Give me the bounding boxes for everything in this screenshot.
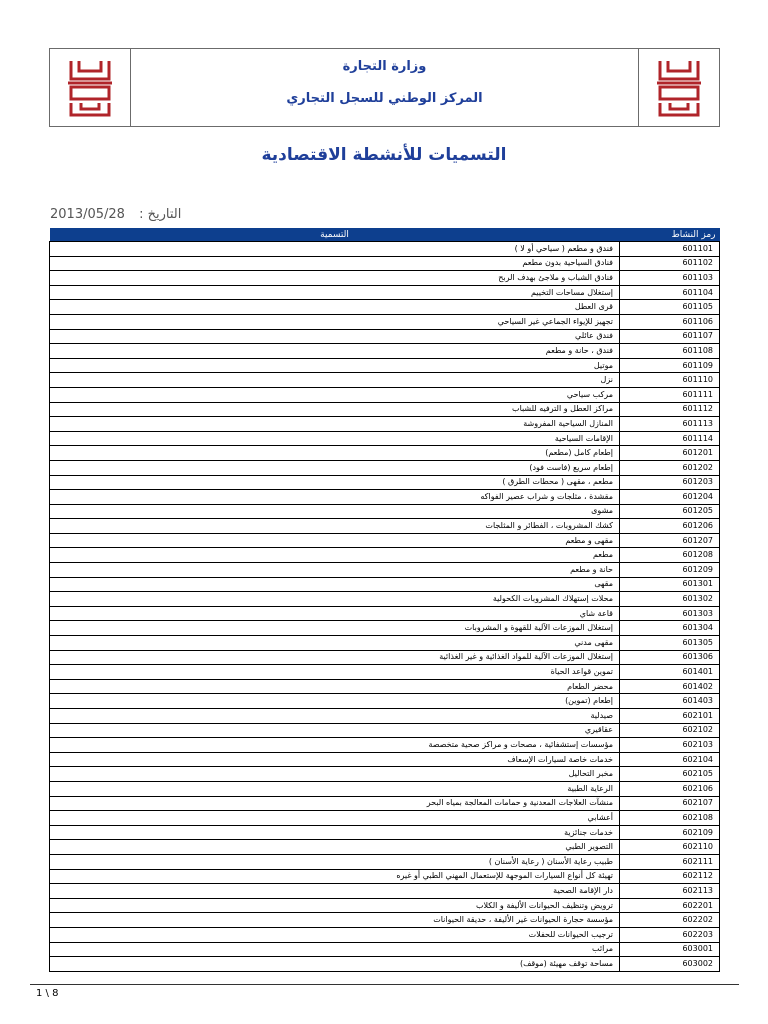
column-header-code: رمز النشاط	[620, 228, 720, 242]
activity-name-cell: موتيل	[50, 358, 620, 373]
activity-name-cell: فنادق السياحية بدون مطعم	[50, 256, 620, 271]
activity-name-cell: مطعم ، مقهى ( محطات الطرق )	[50, 475, 620, 490]
activity-code-cell: 602112	[620, 869, 720, 884]
activities-table	[49, 228, 720, 972]
activity-name-cell: حانة و مطعم	[50, 563, 620, 578]
activity-code-cell: 603001	[620, 942, 720, 957]
logo-right	[638, 49, 719, 126]
document-title: التسميات للأنشطة الاقتصادية	[261, 145, 507, 165]
activity-name-cell: مقهى مدني	[50, 636, 620, 651]
table-row	[50, 504, 720, 519]
activity-code-cell: 601108	[620, 344, 720, 359]
activity-name-cell: فندق و مطعم ( سياحي أو لا )	[50, 242, 620, 257]
activity-code-cell: 602113	[620, 884, 720, 899]
table-row	[50, 592, 720, 607]
activity-code-cell: 601111	[620, 387, 720, 402]
activity-code-cell: 601110	[620, 373, 720, 388]
activity-code-cell: 602107	[620, 796, 720, 811]
activity-name-cell: خدمات خاصة لسيارات الإسعاف	[50, 752, 620, 767]
activity-code-cell: 602110	[620, 840, 720, 855]
activity-code-cell: 601105	[620, 300, 720, 315]
date-value: 2013/05/28	[50, 207, 125, 222]
activity-name-cell: فندق ، حانة و مطعم	[50, 344, 620, 359]
table-row	[50, 256, 720, 271]
header-box	[49, 48, 720, 127]
activity-name-cell: مؤسسة حجارة الحيوانات غير الأليفة ، حديقة الحيوانات	[50, 913, 620, 928]
page-number: 1 \ 8	[36, 988, 59, 999]
table-row	[50, 387, 720, 402]
trade-register-logo-icon	[65, 57, 115, 119]
activity-code-cell: 602203	[620, 927, 720, 942]
activity-code-cell: 602108	[620, 811, 720, 826]
activity-name-cell: تموين قواعد الحياة	[50, 665, 620, 680]
activity-name-cell: محلات إستهلاك المشروبات الكحولية	[50, 592, 620, 607]
activity-name-cell: فنادق الشباب و ملاجئ بهدف الربح	[50, 271, 620, 286]
table-row	[50, 533, 720, 548]
activity-code-cell: 601103	[620, 271, 720, 286]
activity-code-cell: 601202	[620, 460, 720, 475]
activity-name-cell: المنازل السياحية المفروشة	[50, 417, 620, 432]
center-name: المركز الوطني للسجل التجاري	[286, 91, 483, 106]
activity-name-cell: مؤسسات إستشفائية ، مصحات و مراكز صحية متخصصة	[50, 738, 620, 753]
activity-name-cell: قرى العطل	[50, 300, 620, 315]
activity-code-cell: 601209	[620, 563, 720, 578]
activity-name-cell: محضر الطعام	[50, 679, 620, 694]
activity-code-cell: 602202	[620, 913, 720, 928]
table-row	[50, 344, 720, 359]
table-row	[50, 752, 720, 767]
activity-code-cell: 601208	[620, 548, 720, 563]
table-row	[50, 417, 720, 432]
table-row	[50, 548, 720, 563]
trade-register-logo-icon	[654, 57, 704, 119]
activity-code-cell: 601305	[620, 636, 720, 651]
table-header-row	[50, 228, 720, 242]
table-row	[50, 927, 720, 942]
activity-name-cell: منشآت العلاجات المعدنية و حمامات المعالجة بمياه البحر	[50, 796, 620, 811]
table-row	[50, 606, 720, 621]
table-row	[50, 665, 720, 680]
activity-name-cell: ترجيب الحيوانات للحفلات	[50, 927, 620, 942]
activity-name-cell: مراكز العطل و الترفيه للشباب	[50, 402, 620, 417]
activity-code-cell: 601204	[620, 490, 720, 505]
activity-code-cell: 601113	[620, 417, 720, 432]
table-row	[50, 942, 720, 957]
activity-code-cell: 601306	[620, 650, 720, 665]
table-row	[50, 650, 720, 665]
table-row	[50, 957, 720, 972]
activity-name-cell: إستغلال الموزعات الآلية للمواد الغذائية و غير الغذائية	[50, 650, 620, 665]
activity-code-cell: 601102	[620, 256, 720, 271]
activity-name-cell: مطعم	[50, 548, 620, 563]
activity-name-cell: الرعاية الطبية	[50, 781, 620, 796]
table-row	[50, 636, 720, 651]
activity-code-cell: 601402	[620, 679, 720, 694]
activity-code-cell: 602201	[620, 898, 720, 913]
table-row	[50, 621, 720, 636]
footer-divider	[30, 984, 739, 985]
table-row	[50, 271, 720, 286]
header-text	[130, 49, 639, 126]
activity-code-cell: 601207	[620, 533, 720, 548]
activity-name-cell: تجهيز للإيواء الجماعي غير السياحي	[50, 314, 620, 329]
table-row	[50, 490, 720, 505]
table-row	[50, 285, 720, 300]
activity-code-cell: 601201	[620, 446, 720, 461]
column-header-name: التسمية	[50, 228, 620, 242]
activity-code-cell: 601304	[620, 621, 720, 636]
table-row	[50, 767, 720, 782]
table-row	[50, 913, 720, 928]
activity-code-cell: 601401	[620, 665, 720, 680]
activity-code-cell: 602106	[620, 781, 720, 796]
table-row	[50, 796, 720, 811]
activity-name-cell: نزل	[50, 373, 620, 388]
table-row	[50, 373, 720, 388]
table-row	[50, 854, 720, 869]
ministry-name: وزارة التجارة	[342, 59, 427, 74]
date-line	[50, 207, 181, 222]
activity-name-cell: عقاقيري	[50, 723, 620, 738]
table-row	[50, 519, 720, 534]
activity-code-cell: 602103	[620, 738, 720, 753]
activity-name-cell: مشوى	[50, 504, 620, 519]
table-row	[50, 300, 720, 315]
activity-code-cell: 602111	[620, 854, 720, 869]
activity-code-cell: 602104	[620, 752, 720, 767]
activity-name-cell: إطعام سريع (فاست فود)	[50, 460, 620, 475]
table-row	[50, 329, 720, 344]
table-body	[50, 242, 720, 972]
activity-name-cell: إستغلال مساحات التخييم	[50, 285, 620, 300]
activity-code-cell: 601301	[620, 577, 720, 592]
table-row	[50, 402, 720, 417]
activity-code-cell: 601303	[620, 606, 720, 621]
table-row	[50, 314, 720, 329]
activity-code-cell: 601203	[620, 475, 720, 490]
activity-code-cell: 603002	[620, 957, 720, 972]
activity-code-cell: 601107	[620, 329, 720, 344]
activity-name-cell: طبيب رعاية الأسنان ( رعاية الأسنان )	[50, 854, 620, 869]
table-row	[50, 811, 720, 826]
table-row	[50, 563, 720, 578]
activity-name-cell: مركب سياحي	[50, 387, 620, 402]
activity-name-cell: الإقامات السياحية	[50, 431, 620, 446]
activity-name-cell: خدمات جنائزية	[50, 825, 620, 840]
activity-code-cell: 601112	[620, 402, 720, 417]
activity-code-cell: 601109	[620, 358, 720, 373]
activity-code-cell: 601206	[620, 519, 720, 534]
table-row	[50, 781, 720, 796]
activity-code-cell: 601104	[620, 285, 720, 300]
activity-code-cell: 601114	[620, 431, 720, 446]
activity-name-cell: فندق عائلي	[50, 329, 620, 344]
activity-name-cell: دار الإقامة الصحية	[50, 884, 620, 899]
activity-code-cell: 602101	[620, 709, 720, 724]
table-row	[50, 446, 720, 461]
activity-code-cell: 602102	[620, 723, 720, 738]
date-label: التاريخ :	[139, 207, 182, 222]
activity-name-cell: أعشابي	[50, 811, 620, 826]
activity-name-cell: كشك المشروبات ، الفطائر و المثلجات	[50, 519, 620, 534]
activity-code-cell: 601205	[620, 504, 720, 519]
table-row	[50, 869, 720, 884]
activity-name-cell: مساحة توقف مهيئة (موقف)	[50, 957, 620, 972]
activity-name-cell: تهيئة كل أنواع السيارات الموجهة للإستعمال المهني الطبي أو غيره	[50, 869, 620, 884]
table-row	[50, 898, 720, 913]
table-row	[50, 679, 720, 694]
table-row	[50, 709, 720, 724]
table-row	[50, 694, 720, 709]
activity-code-cell: 602109	[620, 825, 720, 840]
activity-name-cell: مخبر التحاليل	[50, 767, 620, 782]
table-row	[50, 723, 720, 738]
table-row	[50, 840, 720, 855]
table-row	[50, 431, 720, 446]
activity-name-cell: مقهى و مطعم	[50, 533, 620, 548]
activity-name-cell: ترويض وتنظيف الحيوانات الأليفة و الكلاب	[50, 898, 620, 913]
logo-left	[50, 49, 131, 126]
activity-name-cell: قاعة شاي	[50, 606, 620, 621]
table-row	[50, 884, 720, 899]
activity-code-cell: 601101	[620, 242, 720, 257]
table-row	[50, 460, 720, 475]
table-row	[50, 577, 720, 592]
activity-code-cell: 601403	[620, 694, 720, 709]
activity-name-cell: إستغلال الموزعات الآلية للقهوة و المشروبات	[50, 621, 620, 636]
activity-name-cell: مقشدة ، مثلجات و شراب عصير الفواكه	[50, 490, 620, 505]
table-row	[50, 475, 720, 490]
table-row	[50, 358, 720, 373]
activity-name-cell: التصوير الطبي	[50, 840, 620, 855]
activity-name-cell: إطعام كامل (مطعم)	[50, 446, 620, 461]
table-row	[50, 825, 720, 840]
activity-code-cell: 601302	[620, 592, 720, 607]
activity-name-cell: صيدلية	[50, 709, 620, 724]
activity-code-cell: 602105	[620, 767, 720, 782]
table-row	[50, 242, 720, 257]
activity-name-cell: مقهى	[50, 577, 620, 592]
table-row	[50, 738, 720, 753]
activity-name-cell: مرائب	[50, 942, 620, 957]
activity-name-cell: إطعام (تموين)	[50, 694, 620, 709]
activity-code-cell: 601106	[620, 314, 720, 329]
